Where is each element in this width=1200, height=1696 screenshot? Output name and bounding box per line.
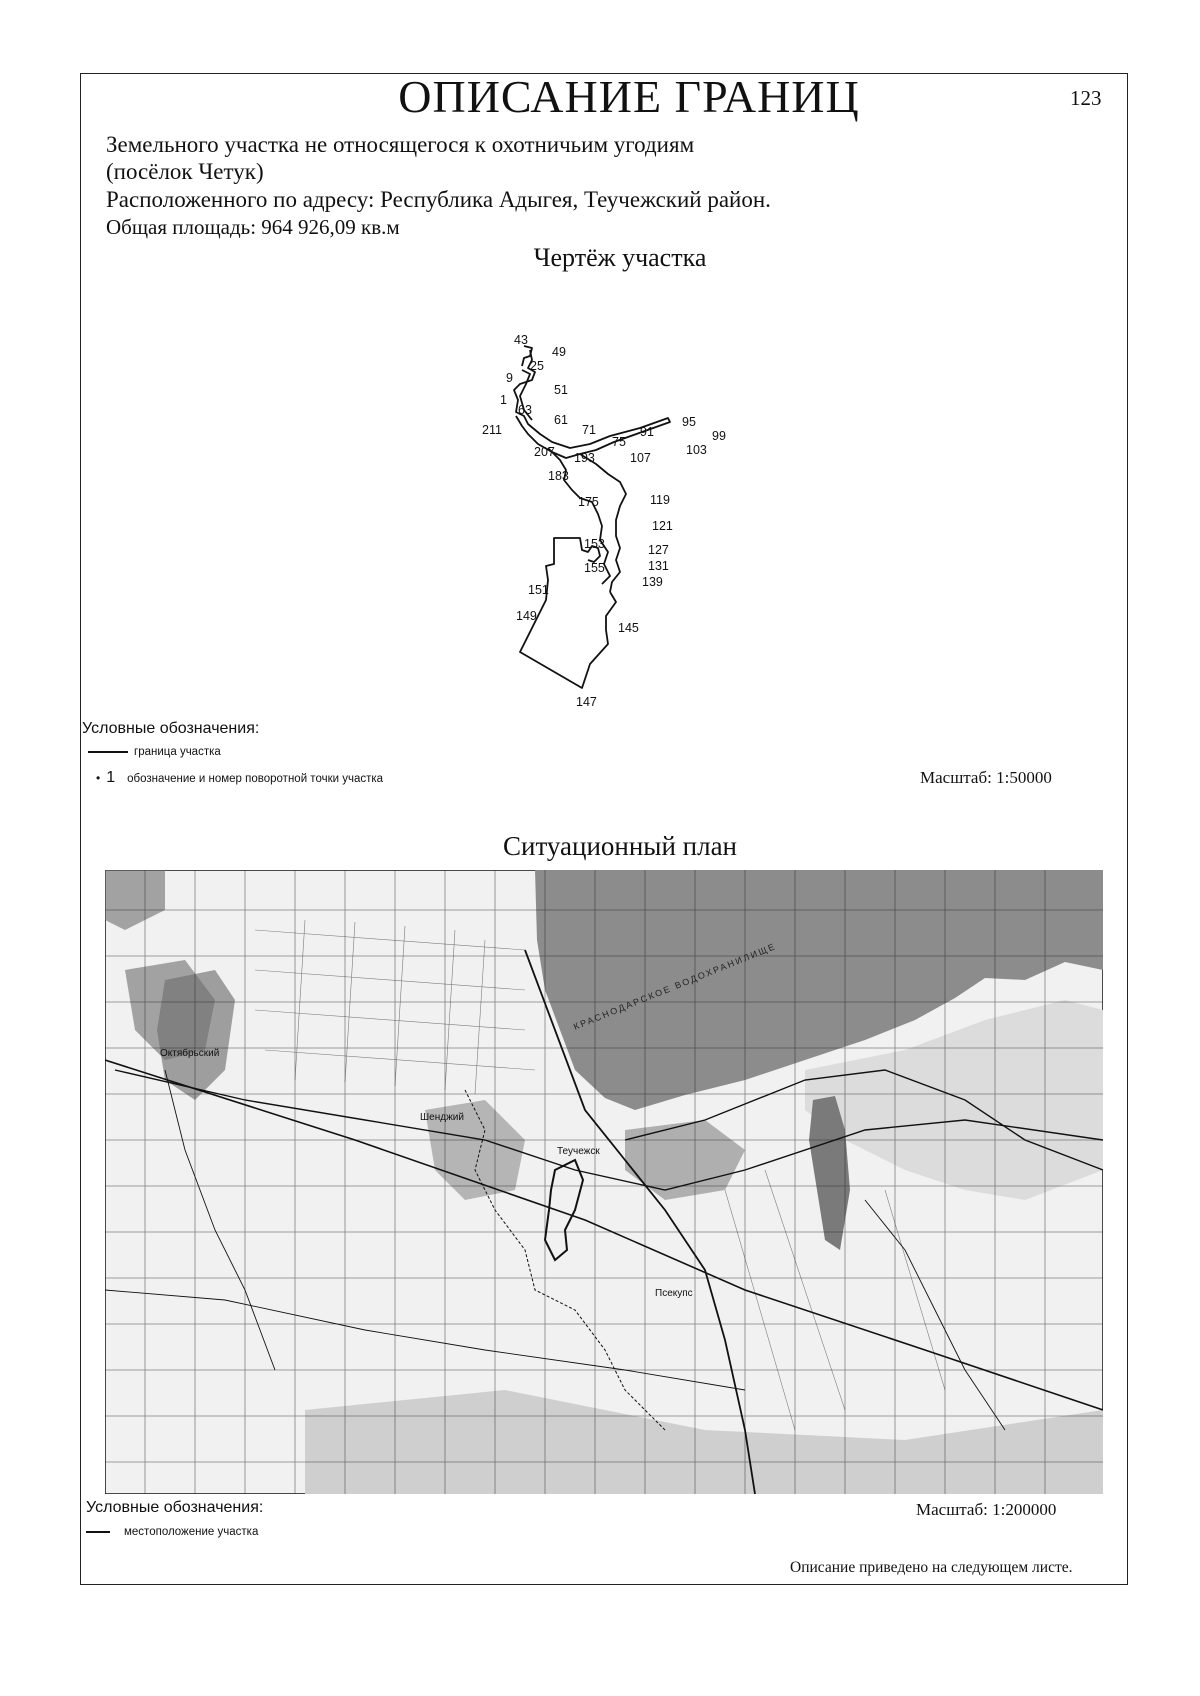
legend-point-number: 1 [106,769,116,786]
legend-point-label: обозначение и номер поворотной точки участка [127,773,384,785]
plot-label-25: 25 [530,359,544,373]
footer-note: Описание приведено на следующем листе. [790,1559,1073,1576]
legend2-location-row [86,1526,258,1538]
plot-label-51: 51 [554,383,568,397]
plot-label-193: 193 [574,451,595,465]
plot-label-131: 131 [648,559,669,573]
point-dot-icon: • [96,771,101,785]
plot-label-183: 183 [548,469,569,483]
plot-label-95: 95 [682,415,696,429]
plot-label-175: 175 [578,495,599,509]
plot-label-153: 153 [584,537,605,551]
legend-boundary-label: граница участка [134,746,221,758]
plot-label-63: 63 [518,403,532,417]
parcel-area: Общая площадь: 964 926,09 кв.м [106,215,400,239]
legend2-location-label: местоположение участка [124,1526,259,1538]
plot-label-9: 9 [506,371,513,385]
legend-heading: Условные обозначения: [82,720,260,737]
drawing-heading: Чертёж участка [533,243,707,272]
map-label-reservoir: КРАСНОДАРСКОЕ ВОДОХРАНИЛИЩЕ [572,940,778,1032]
legend-boundary-row [88,746,221,758]
plot-label-119: 119 [650,493,670,507]
plot-label-99: 99 [712,429,726,443]
plot-label-151: 151 [528,583,549,597]
parcel-settlement: (посёлок Четук) [106,159,264,184]
map-label-town-west: Октябрьский [160,1048,220,1059]
plot-label-91: 91 [640,425,654,439]
map-label-village-south: Псекупс [655,1288,693,1299]
plot-label-155: 155 [584,561,605,575]
situation-heading: Ситуационный план [502,831,738,861]
location-line-symbol [86,1531,110,1533]
drawing-scale: Масштаб: 1:50000 [920,768,1052,787]
map-label-town-center: Теучежск [557,1146,600,1157]
map-label-village-mid: Шенджий [420,1112,464,1123]
plot-label-107: 107 [630,451,651,465]
situation-map [105,870,1103,1494]
legend2-heading: Условные обозначения: [86,1499,264,1516]
plot-label-75: 75 [612,435,626,449]
plot-label-121: 121 [652,519,673,533]
map-scale: Масштаб: 1:200000 [916,1500,1057,1519]
plot-label-71: 71 [582,423,596,437]
plot-label-207: 207 [534,445,555,459]
plot-label-103: 103 [686,443,707,457]
plot-label-145: 145 [618,621,639,635]
legend-point-row [96,769,383,787]
plot-label-127: 127 [648,543,669,557]
document-title: ОПИСАНИЕ ГРАНИЦ [398,71,860,122]
plot-label-211: 211 [482,423,502,437]
plot-label-149: 149 [516,609,537,623]
plot-label-147: 147 [576,695,597,709]
parcel-drawing [480,330,740,710]
page-number: 123 [1070,86,1102,110]
plot-label-61: 61 [554,413,568,427]
parcel-address: Расположенного по адресу: Республика Адыгея, Теучежский район. [106,187,771,212]
plot-label-139: 139 [642,575,663,589]
parcel-description: Земельного участка не относящегося к охотничьим угодиям [106,132,695,157]
plot-label-1: 1 [500,393,507,407]
plot-label-43: 43 [514,333,528,347]
plot-label-49: 49 [552,345,566,359]
boundary-line-symbol [88,751,128,753]
